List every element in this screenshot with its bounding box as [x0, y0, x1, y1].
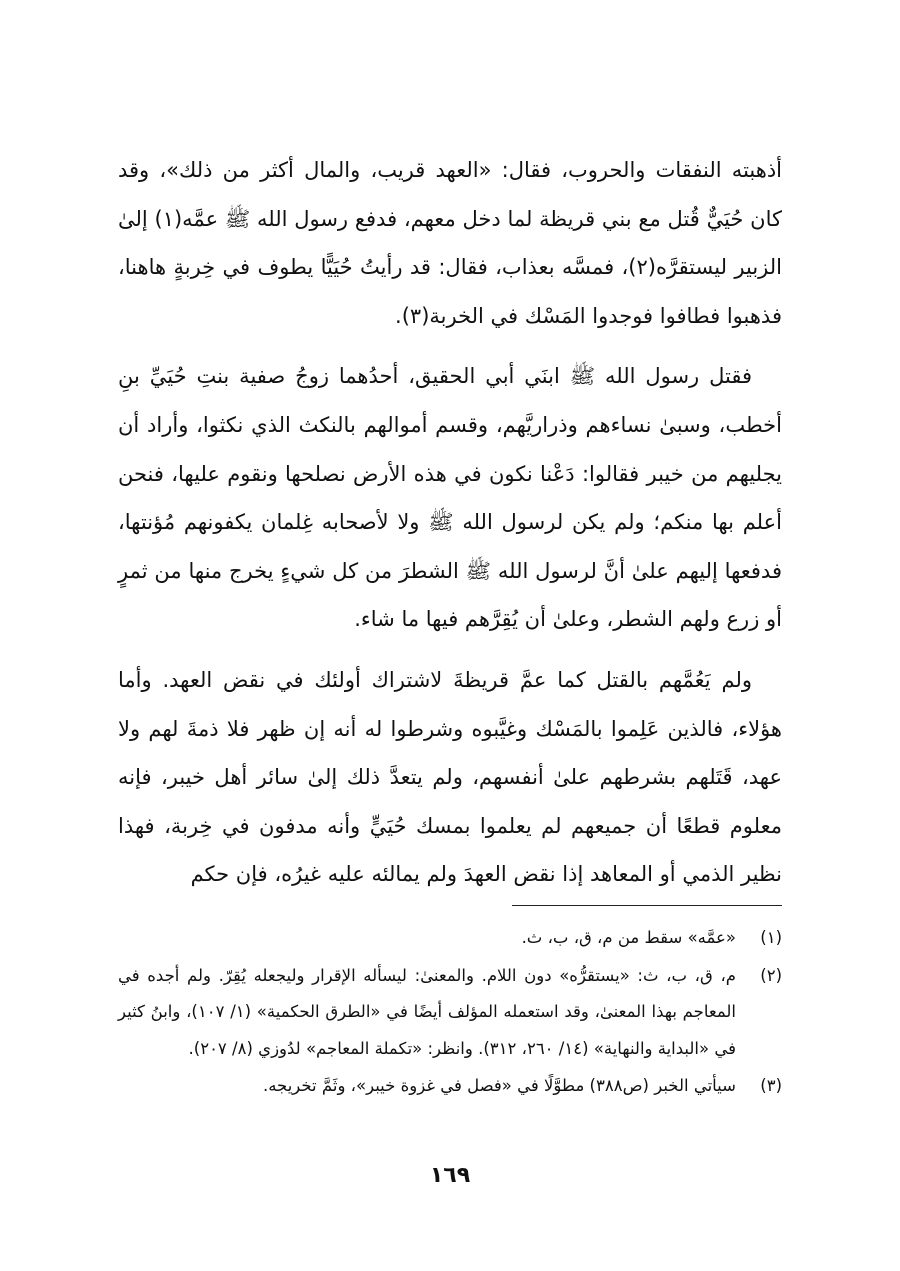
- paragraph-2: فقتل رسول الله ﷺ ابنَي أبي الحقيق، أحدُهما زوجُ صفية بنتِ حُيَيِّ بنِ أخطب، وسبىٰ نساءهم وذراريَّهم، وقسم أموالهم بالنكث الذي نكثوا، وأراد أن يجليهم من خيبر فقالوا: دَعْنا نكون في هذه الأرض نصلحها ونقوم عليها، فنحن أعلم بها منكم؛ ولم يكن لرسول الله ﷺ ولا لأصحابه غِلمان يكفونهم مُؤنتها، فدفعها إليهم علىٰ أنَّ لرسول الله ﷺ الشطرَ من كل شيءٍ يخرج منها من ثمرٍ أو زرع ولهم الشطر، وعلىٰ أن يُقِرَّهم فيها ما شاء.: [118, 364, 782, 632]
- footnote-number: (١): [760, 928, 782, 947]
- footnote-text: م، ق، ب، ث: «يستقرُّه» دون اللام. والمعنىٰ: ليسأله الإقرار وليجعله يُقِرّ. ولم أجده في المعاجم بهذا المعنىٰ، وقد استعمله المؤلف أيضًا في «الطرق الحكمية» (١/ ١٠٧)، وابنُ كثير في «البداية والنهاية» (١٤/ ٢٦٠، ٣١٢). وانظر: «تكملة المعاجم» لدُوزي (٨/ ٢٠٧).: [118, 965, 736, 1058]
- paragraph-3: ولم يَعُمَّهم بالقتل كما عمَّ قريظةَ لاشتراك أولئك في نقض العهد. وأما هؤلاء، فالذين عَلِموا بالمَسْك وغيَّبوه وشرطوا له أنه إن ظهر فلا ذمةَ لهم ولا عهد، قَتَلهم بشرطهم علىٰ أنفسهم، ولم يتعدَّ ذلك إلىٰ سائر أهل خيبر، فإنه معلوم قطعًا أن جميعهم لم يعلموا بمسك حُيَيٍّ وأنه مدفون في خِربة، فهذا نظير الذمي أو المعاهد إذا نقض العهدَ ولم يمالئه عليه غيرُه، فإن حكم: [118, 667, 782, 887]
- footnote-1: [118, 920, 782, 957]
- footnote-number: (٣): [760, 1076, 782, 1095]
- main-text: [118, 146, 782, 899]
- footnote-text: سيأتي الخبر (ص٣٨٨) مطوَّلًا في «فصل في غزوة خيبر»، وثَمَّ تخريجه.: [262, 1076, 736, 1095]
- footnote-3: [118, 1068, 782, 1105]
- page-number: ١٦٩: [429, 1163, 471, 1188]
- footnote-text: «عمَّه» سقط من م، ق، ب، ث.: [521, 928, 736, 947]
- footnote-2: [118, 958, 782, 1068]
- footnote-number: (٢): [760, 965, 782, 985]
- paragraph-1: أذهبته النفقات والحروب، فقال: «العهد قريب، والمال أكثر من ذلك»، وقد كان حُيَيٌّ قُتل مع بني قريظة لما دخل معهم، فدفع رسول الله ﷺ عمَّه(١) إلىٰ الزبير ليستقرَّه(٢)، فمسَّه بعذاب، فقال: قد رأيتُ حُيَيًّا يطوف في خِربةٍ هاهنا، فذهبوا فطافوا فوجدوا المَسْك في الخربة(٣).: [118, 158, 782, 328]
- footnotes: [118, 920, 782, 1105]
- footnote-separator: [512, 905, 782, 906]
